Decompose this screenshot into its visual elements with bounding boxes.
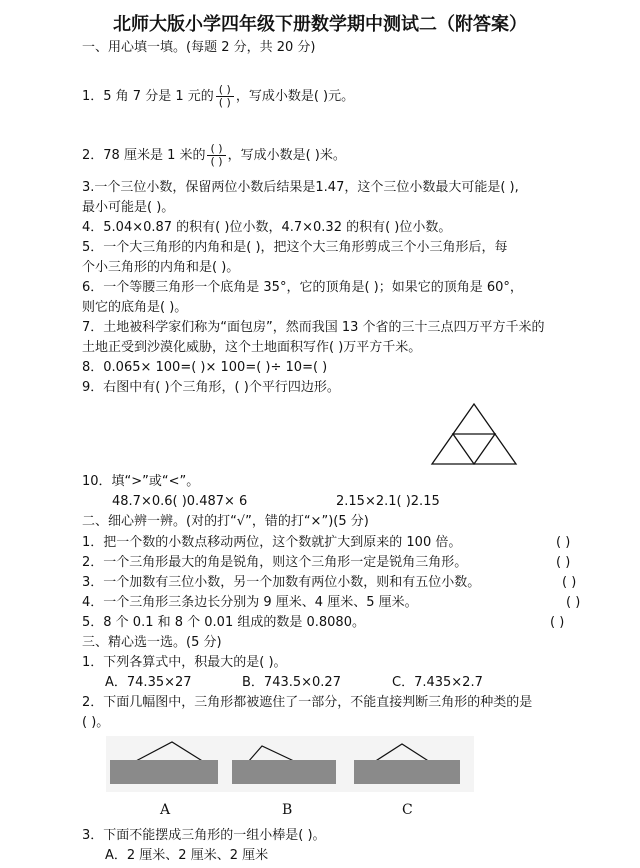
section3-heading: 三、精心选一选。(5 分): [82, 635, 222, 650]
section1-heading: 一、用心填一填。(每题 2 分，共 20 分): [82, 40, 316, 55]
q2-denominator: ( ): [210, 155, 223, 168]
q1-text-pre: 1．5 角 7 分是 1 元的: [82, 89, 214, 104]
page-title: 北师大版小学四年级下册数学期中测试二（附答案）: [113, 14, 527, 35]
question-2: [82, 143, 346, 168]
q2-text-post: ，写成小数是( )米。: [227, 148, 346, 163]
q1-text-post: ，写成小数是( )元。: [235, 89, 355, 104]
q2-numerator: ( ): [207, 143, 225, 156]
question-3-line2: 最小可能是( )。: [82, 200, 175, 215]
section2-heading: 二、细心辨一辨。(对的打“√”，错的打“×”)(5 分): [82, 514, 369, 529]
question-9: 9．右图中有( )个三角形，( )个平行四边形。: [82, 380, 340, 395]
figure-label-a[interactable]: A: [160, 802, 171, 818]
question-7-line2: 土地正受到沙漠化威胁，这个土地面积写作( )万平方千米。: [82, 340, 422, 355]
q1-fraction-blank[interactable]: [216, 84, 234, 109]
choice-question-2-line1: 2．下面几幅图中，三角形都被遮住了一部分，不能直接判断三角形的种类的是: [82, 695, 533, 710]
question-4: 4．5.04×0.87 的积有( )位小数，4.7×0.32 的积有( )位小数。: [82, 220, 452, 235]
choice-question-1: 1．下列各算式中，积最大的是( )。: [82, 655, 287, 670]
judge-item-3: 3．一个加数有三位小数，另一个加数有两位小数，则和有五位小数。: [82, 575, 481, 590]
choice-1-option-b[interactable]: B．743.5×0.27: [242, 675, 341, 690]
question-6-line1: 6．一个等腰三角形一个底角是 35°，它的顶角是( )；如果它的顶角是 60°，: [82, 280, 523, 295]
judge-answer-4[interactable]: ( ): [566, 595, 581, 610]
judge-item-4: 4．一个三角形三条边长分别为 9 厘米、4 厘米、5 厘米。: [82, 595, 418, 610]
choice-1-option-a[interactable]: A．74.35×27: [105, 675, 192, 690]
choice-question-2-line2: ( )。: [82, 715, 110, 730]
q2-fraction-blank[interactable]: [207, 143, 225, 168]
figure-label-c[interactable]: C: [402, 802, 413, 818]
question-10: 10．填“>”或“<”。: [82, 474, 200, 489]
judge-answer-2[interactable]: ( ): [556, 555, 571, 570]
judge-answer-5[interactable]: ( ): [550, 615, 565, 630]
question-8: 8．0.065× 100=( )× 100=( )÷ 10=( ): [82, 360, 328, 375]
judge-item-5: 5．8 个 0.1 和 8 个 0.01 组成的数是 0.8080。: [82, 615, 365, 630]
question-10-a: 48.7×0.6( )0.487× 6: [112, 494, 248, 509]
choice-3-option-a[interactable]: A．2 厘米、2 厘米、2 厘米: [105, 848, 269, 863]
judge-item-1: 1．把一个数的小数点移动两位，这个数就扩大到原来的 100 倍。: [82, 535, 462, 550]
question-1: [82, 84, 354, 109]
choice-1-option-c[interactable]: C．7.435×2.7: [392, 675, 483, 690]
question-6-line2: 则它的底角是( )。: [82, 300, 188, 315]
figure-label-b[interactable]: B: [282, 802, 293, 818]
q2-text-pre: 2．78 厘米是 1 米的: [82, 148, 206, 163]
q1-denominator: ( ): [218, 96, 231, 109]
question-5-line1: 5．一个大三角形的内角和是( )，把这个大三角形剪成三个小三角形后，每: [82, 240, 508, 255]
covered-triangles-figure: [106, 736, 474, 792]
question-10-b: 2.15×2.1( )2.15: [336, 494, 440, 509]
question-7-line1: 7．土地被科学家们称为“面包房”，然而我国 13 个省的三十三点四万平方千米的: [82, 320, 545, 335]
judge-item-2: 2．一个三角形最大的角是锐角，则这个三角形一定是锐角三角形。: [82, 555, 468, 570]
triangle-figure: [428, 402, 520, 466]
judge-answer-3[interactable]: ( ): [562, 575, 577, 590]
choice-question-3: 3．下面不能摆成三角形的一组小棒是( )。: [82, 828, 326, 843]
question-5-line2: 个小三角形的内角和是( )。: [82, 260, 240, 275]
question-3-line1: 3.一个三位小数，保留两位小数后结果是1.47，这个三位小数最大可能是( ),: [82, 180, 519, 195]
judge-answer-1[interactable]: ( ): [556, 535, 571, 550]
q1-numerator: ( ): [216, 84, 234, 97]
